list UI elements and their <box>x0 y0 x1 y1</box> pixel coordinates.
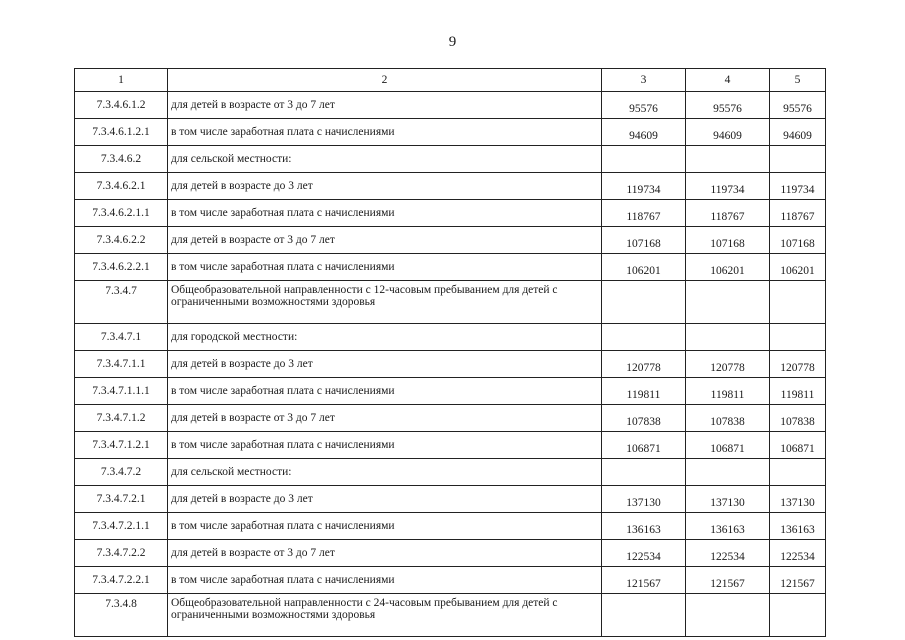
table-row <box>75 92 826 119</box>
table-row <box>75 378 826 405</box>
row-value-col5: 106871 <box>770 432 826 459</box>
table-row <box>75 351 826 378</box>
row-value-col4: 119811 <box>686 378 770 405</box>
row-code: 7.3.4.7.2.1 <box>75 486 168 513</box>
table-row <box>75 200 826 227</box>
row-name: для детей в возрасте до 3 лет <box>168 351 602 378</box>
row-code: 7.3.4.6.2.2.1 <box>75 254 168 281</box>
header-col-2: 2 <box>168 69 602 92</box>
row-value-col5 <box>770 146 826 173</box>
row-value-col3 <box>602 281 686 324</box>
table-row <box>75 405 826 432</box>
row-value-col5 <box>770 459 826 486</box>
row-code: 7.3.4.7 <box>75 281 168 324</box>
row-value-col3: 121567 <box>602 567 686 594</box>
row-value-col4 <box>686 459 770 486</box>
table-row <box>75 486 826 513</box>
row-code: 7.3.4.7.2.2.1 <box>75 567 168 594</box>
row-name: Общеобразовательной направленности с 24-часовым пребыванием для детей с ограниченными возможностями здоровья <box>168 594 602 637</box>
row-value-col5: 106201 <box>770 254 826 281</box>
row-value-col4: 122534 <box>686 540 770 567</box>
row-value-col5 <box>770 594 826 637</box>
row-code: 7.3.4.7.2.1.1 <box>75 513 168 540</box>
row-value-col4: 106201 <box>686 254 770 281</box>
row-name: в том числе заработная плата с начислениями <box>168 119 602 146</box>
row-value-col3: 94609 <box>602 119 686 146</box>
row-value-col4: 95576 <box>686 92 770 119</box>
row-value-col3: 107838 <box>602 405 686 432</box>
table-row <box>75 119 826 146</box>
table-body <box>75 69 826 637</box>
row-value-col4: 118767 <box>686 200 770 227</box>
row-name: для детей в возрасте от 3 до 7 лет <box>168 227 602 254</box>
row-value-col4: 107168 <box>686 227 770 254</box>
header-col-4: 4 <box>686 69 770 92</box>
row-value-col3: 95576 <box>602 92 686 119</box>
row-code: 7.3.4.6.2.2 <box>75 227 168 254</box>
row-name: Общеобразовательной направленности с 12-часовым пребыванием для детей с ограниченными возможностями здоровья <box>168 281 602 324</box>
cost-table <box>74 68 826 637</box>
row-name: для детей в возрасте от 3 до 7 лет <box>168 540 602 567</box>
row-code: 7.3.4.7.1.2 <box>75 405 168 432</box>
row-name: в том числе заработная плата с начислениями <box>168 254 602 281</box>
row-code: 7.3.4.7.1.1 <box>75 351 168 378</box>
row-value-col4: 136163 <box>686 513 770 540</box>
row-name: для детей в возрасте от 3 до 7 лет <box>168 405 602 432</box>
row-value-col3 <box>602 146 686 173</box>
table-row <box>75 254 826 281</box>
row-value-col5: 122534 <box>770 540 826 567</box>
row-name: в том числе заработная плата с начислениями <box>168 513 602 540</box>
row-name: для городской местности: <box>168 324 602 351</box>
header-col-5: 5 <box>770 69 826 92</box>
row-value-col4: 120778 <box>686 351 770 378</box>
row-value-col3: 137130 <box>602 486 686 513</box>
row-value-col4: 107838 <box>686 405 770 432</box>
row-value-col3: 122534 <box>602 540 686 567</box>
header-col-3: 3 <box>602 69 686 92</box>
row-value-col3: 136163 <box>602 513 686 540</box>
row-value-col5: 94609 <box>770 119 826 146</box>
table-row <box>75 594 826 637</box>
row-value-col3: 106201 <box>602 254 686 281</box>
row-name: для сельской местности: <box>168 459 602 486</box>
row-code: 7.3.4.6.1.2 <box>75 92 168 119</box>
table-row <box>75 173 826 200</box>
header-col-1: 1 <box>75 69 168 92</box>
row-name: для детей в возрасте до 3 лет <box>168 173 602 200</box>
page-number: 9 <box>448 34 457 50</box>
row-code: 7.3.4.6.2 <box>75 146 168 173</box>
row-value-col3: 119811 <box>602 378 686 405</box>
row-value-col4: 94609 <box>686 119 770 146</box>
row-value-col3: 119734 <box>602 173 686 200</box>
row-value-col4 <box>686 281 770 324</box>
row-value-col5: 119734 <box>770 173 826 200</box>
row-value-col4 <box>686 324 770 351</box>
row-value-col3: 106871 <box>602 432 686 459</box>
row-code: 7.3.4.7.2.2 <box>75 540 168 567</box>
row-value-col5: 95576 <box>770 92 826 119</box>
row-value-col5: 118767 <box>770 200 826 227</box>
row-value-col5 <box>770 281 826 324</box>
table-row <box>75 459 826 486</box>
row-value-col5: 120778 <box>770 351 826 378</box>
row-value-col3: 118767 <box>602 200 686 227</box>
row-code: 7.3.4.8 <box>75 594 168 637</box>
row-code: 7.3.4.7.1.1.1 <box>75 378 168 405</box>
table-row <box>75 324 826 351</box>
row-value-col5 <box>770 324 826 351</box>
row-name: для детей в возрасте до 3 лет <box>168 486 602 513</box>
row-value-col5: 136163 <box>770 513 826 540</box>
row-value-col5: 137130 <box>770 486 826 513</box>
row-code: 7.3.4.6.2.1 <box>75 173 168 200</box>
row-value-col4: 106871 <box>686 432 770 459</box>
row-name: в том числе заработная плата с начислениями <box>168 567 602 594</box>
row-value-col4: 119734 <box>686 173 770 200</box>
row-value-col3: 107168 <box>602 227 686 254</box>
row-value-col3 <box>602 324 686 351</box>
table-row <box>75 146 826 173</box>
row-name: для детей в возрасте от 3 до 7 лет <box>168 92 602 119</box>
table-header-row <box>75 69 826 92</box>
row-value-col4: 137130 <box>686 486 770 513</box>
table-row <box>75 281 826 324</box>
row-value-col4 <box>686 594 770 637</box>
row-value-col5: 121567 <box>770 567 826 594</box>
row-value-col5: 107838 <box>770 405 826 432</box>
row-value-col3: 120778 <box>602 351 686 378</box>
row-name: в том числе заработная плата с начислениями <box>168 200 602 227</box>
table-row <box>75 227 826 254</box>
row-name: в том числе заработная плата с начислениями <box>168 378 602 405</box>
row-value-col3 <box>602 594 686 637</box>
table-row <box>75 432 826 459</box>
row-name: в том числе заработная плата с начислениями <box>168 432 602 459</box>
table-row <box>75 513 826 540</box>
row-name: для сельской местности: <box>168 146 602 173</box>
row-value-col3 <box>602 459 686 486</box>
table-row <box>75 567 826 594</box>
row-value-col5: 119811 <box>770 378 826 405</box>
table-row <box>75 540 826 567</box>
row-value-col4: 121567 <box>686 567 770 594</box>
row-code: 7.3.4.7.2 <box>75 459 168 486</box>
row-code: 7.3.4.7.1 <box>75 324 168 351</box>
row-code: 7.3.4.7.1.2.1 <box>75 432 168 459</box>
row-value-col5: 107168 <box>770 227 826 254</box>
row-value-col4 <box>686 146 770 173</box>
row-code: 7.3.4.6.1.2.1 <box>75 119 168 146</box>
row-code: 7.3.4.6.2.1.1 <box>75 200 168 227</box>
